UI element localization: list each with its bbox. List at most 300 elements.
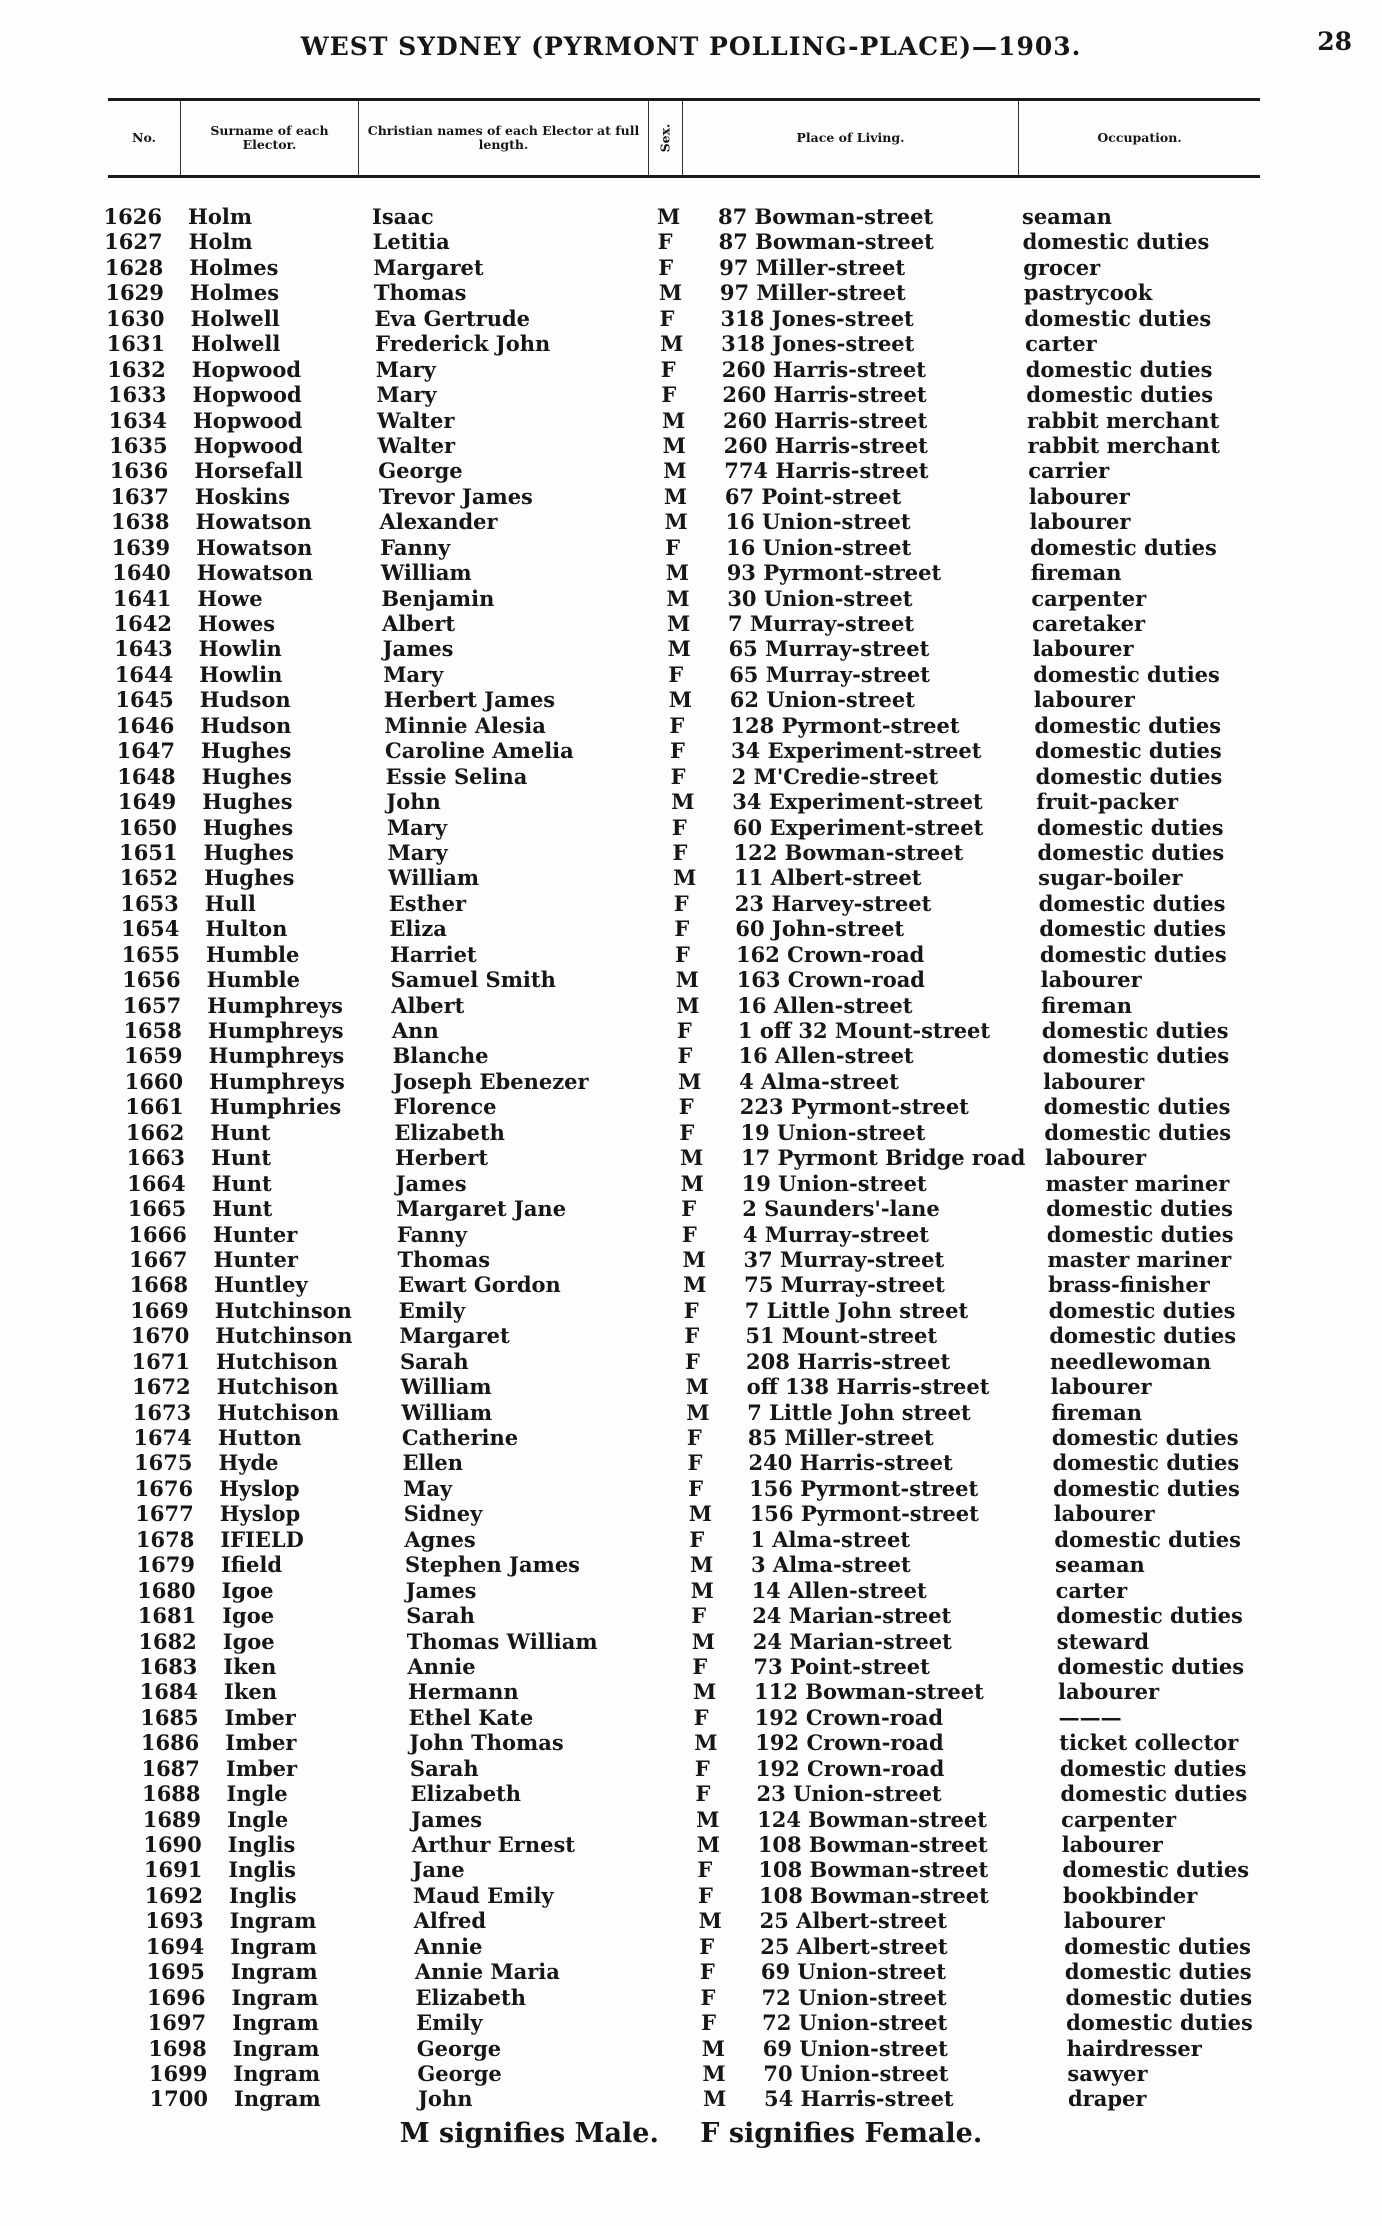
elector-christian-names: Blanche: [392, 1043, 489, 1069]
elector-sex: F: [695, 1781, 711, 1807]
elector-place-of-living: 260 Harris-street: [723, 432, 928, 458]
elector-christian-names: Emily: [416, 2010, 483, 2036]
elector-sex: F: [670, 763, 686, 789]
elector-number: 1694: [145, 1933, 205, 1959]
elector-number: 1687: [141, 1755, 200, 1781]
elector-number: 1666: [128, 1221, 187, 1247]
elector-sex: F: [658, 254, 674, 280]
elector-christian-names: Caroline Amelia: [385, 738, 574, 764]
elector-sex: F: [701, 2010, 717, 2036]
elector-sex: M: [682, 1246, 706, 1272]
elector-number: 1678: [135, 1526, 195, 1552]
elector-number: 1660: [124, 1068, 184, 1094]
elector-occupation: seaman: [1054, 1552, 1145, 1578]
elector-number: 1664: [127, 1170, 186, 1196]
elector-occupation: domestic duties: [1022, 229, 1210, 255]
table-row: [0, 1705, 1382, 1730]
elector-occupation: rabbit merchant: [1026, 407, 1220, 433]
elector-surname: Howatson: [195, 509, 312, 535]
elector-christian-names: Ann: [391, 1018, 439, 1043]
table-row: [0, 433, 1382, 458]
elector-christian-names: John: [386, 789, 441, 815]
elector-christian-names: George: [417, 2060, 502, 2086]
elector-christian-names: Fanny: [380, 534, 451, 560]
elector-place-of-living: 25 Albert-street: [759, 1908, 947, 1934]
elector-christian-names: Isaac: [372, 204, 434, 229]
elector-christian-names: Elizabeth: [410, 1781, 522, 1807]
elector-sex: F: [677, 1043, 693, 1069]
elector-christian-names: Maud Emily: [413, 1882, 554, 1908]
elector-occupation: sawyer: [1067, 2060, 1148, 2086]
elector-sex: M: [691, 1628, 716, 1654]
elector-number: 1699: [148, 2060, 208, 2086]
elector-number: 1680: [137, 1577, 196, 1603]
elector-number: 1637: [110, 483, 169, 509]
table-row: [0, 1730, 1382, 1755]
elector-number: 1667: [129, 1246, 188, 1272]
elector-place-of-living: 124 Bowman-street: [757, 1806, 987, 1832]
elector-place-of-living: 122 Bowman-street: [733, 839, 964, 865]
elector-surname: Holm: [188, 204, 253, 229]
table-row: [0, 1501, 1382, 1526]
elector-surname: Ifield: [220, 1552, 283, 1578]
elector-occupation: pastrycook: [1023, 280, 1153, 306]
table-row: [0, 1807, 1382, 1832]
elector-place-of-living: 17 Pyrmont Bridge road: [741, 1145, 1026, 1171]
elector-occupation: domestic duties: [1048, 1297, 1236, 1323]
table-row: [0, 408, 1382, 433]
elector-occupation: carter: [1055, 1577, 1128, 1603]
elector-sex: M: [702, 2060, 726, 2086]
elector-place-of-living: 774 Harris-street: [724, 458, 929, 484]
elector-number: 1679: [136, 1552, 195, 1578]
footer-legend: [0, 2118, 1382, 2149]
elector-number: 1673: [132, 1399, 192, 1425]
column-header: [108, 98, 1260, 178]
male-note: M signifies Male.: [399, 2118, 659, 2149]
elector-number: 1631: [106, 331, 166, 357]
elector-sex: F: [692, 1653, 708, 1679]
elector-occupation: hairdresser: [1066, 2035, 1202, 2061]
elector-surname: Hunt: [211, 1145, 272, 1171]
elector-surname: Horsefall: [194, 458, 303, 484]
elector-occupation: master mariner: [1047, 1246, 1232, 1272]
table-row: [0, 1552, 1382, 1577]
table-row: [0, 2086, 1382, 2111]
elector-occupation: sugar-boiler: [1038, 865, 1183, 891]
col-surname-header: Surname of each Elector.: [181, 101, 359, 175]
elector-sex: M: [664, 509, 688, 535]
elector-surname: Humphreys: [207, 992, 343, 1018]
elector-sex: M: [696, 1806, 720, 1832]
table-row: [0, 967, 1382, 992]
elector-christian-names: Mary: [376, 382, 437, 408]
elector-place-of-living: 4 Alma-street: [739, 1068, 899, 1094]
elector-sex: M: [666, 611, 691, 636]
elector-place-of-living: 162 Crown-road: [736, 941, 925, 967]
elector-christian-names: Walter: [376, 407, 455, 433]
elector-sex: M: [675, 967, 699, 993]
elector-occupation: domestic duties: [1025, 356, 1213, 382]
elector-surname: Hunt: [210, 1119, 271, 1145]
elector-sex: M: [676, 992, 700, 1018]
elector-sex: F: [688, 1475, 703, 1501]
elector-place-of-living: 163 Crown-road: [736, 967, 925, 993]
elector-christian-names: Harriet: [390, 941, 477, 967]
table-row: [0, 1323, 1382, 1348]
elector-sex: F: [694, 1755, 710, 1781]
elector-sex: M: [661, 407, 686, 433]
elector-christian-names: Herbert James: [383, 687, 556, 713]
elector-place-of-living: 7 Little John street: [744, 1297, 969, 1323]
elector-surname: Holm: [188, 229, 253, 255]
table-row: [0, 560, 1382, 585]
elector-number: 1665: [127, 1196, 187, 1222]
table-row: [0, 1145, 1382, 1170]
elector-number: 1647: [116, 738, 176, 764]
elector-surname: Hughes: [202, 814, 294, 840]
elector-number: 1651: [119, 839, 178, 865]
elector-christian-names: Margaret: [373, 254, 484, 280]
elector-sex: F: [681, 1196, 697, 1222]
table-row: [0, 1578, 1382, 1603]
elector-place-of-living: 69 Union-street: [760, 1959, 946, 1985]
table-row: [0, 1781, 1382, 1806]
elector-sex: M: [693, 1679, 717, 1705]
table-row: [0, 1476, 1382, 1501]
elector-christian-names: Annie Maria: [414, 1959, 560, 1985]
elector-surname: Howatson: [196, 560, 314, 586]
table-row: [0, 204, 1382, 229]
elector-number: 1700: [149, 2086, 208, 2112]
elector-christian-names: James: [395, 1170, 467, 1196]
elector-place-of-living: 16 Allen-street: [737, 992, 913, 1018]
elector-number: 1697: [147, 2010, 207, 2036]
table-row: [0, 1654, 1382, 1679]
elector-place-of-living: 30 Union-street: [727, 585, 913, 611]
elector-place-of-living: 4 Murray-street: [742, 1221, 929, 1247]
elector-occupation: labourer: [1053, 1501, 1155, 1527]
elector-occupation: labourer: [1029, 509, 1131, 535]
elector-number: 1640: [112, 560, 171, 586]
table-row: [0, 1985, 1382, 2010]
elector-occupation: ticket collector: [1059, 1730, 1239, 1756]
table-row: [0, 1756, 1382, 1781]
table-row: [0, 1857, 1382, 1882]
table-row: [0, 764, 1382, 789]
elector-place-of-living: 223 Pyrmont-street: [739, 1094, 969, 1120]
col-christian-header: Christian names of each Elector at full length.: [359, 101, 649, 175]
elector-place-of-living: 65 Murray-street: [729, 661, 930, 687]
elector-surname: Igoe: [222, 1603, 275, 1629]
elector-surname: Ingram: [232, 2035, 320, 2061]
elector-number: 1656: [122, 967, 181, 993]
elector-surname: Igoe: [222, 1628, 275, 1654]
elector-occupation: domestic duties: [1035, 738, 1222, 764]
elector-occupation: carpenter: [1061, 1806, 1177, 1832]
table-row: [0, 357, 1382, 382]
elector-christian-names: Mary: [387, 839, 448, 865]
elector-sex: F: [687, 1450, 703, 1476]
elector-occupation: domestic duties: [1054, 1526, 1241, 1552]
col-no-header: No.: [108, 101, 181, 175]
elector-occupation: fireman: [1030, 560, 1122, 586]
elector-occupation: draper: [1068, 2086, 1147, 2112]
elector-christian-names: Walter: [377, 432, 456, 458]
elector-christian-names: Margaret Jane: [396, 1196, 567, 1222]
table-row: [0, 382, 1382, 407]
elector-occupation: domestic duties: [1038, 890, 1226, 916]
elector-number: 1682: [138, 1628, 197, 1654]
elector-christian-names: Thomas William: [406, 1628, 598, 1654]
elector-number: 1674: [133, 1425, 192, 1450]
elector-number: 1630: [106, 305, 165, 331]
elector-surname: Hughes: [204, 865, 295, 891]
table-row: [0, 331, 1382, 356]
table-row: [0, 713, 1382, 738]
elector-place-of-living: 7 Murray-street: [727, 611, 915, 636]
elector-occupation: domestic duties: [1036, 814, 1224, 840]
elector-sex: F: [686, 1425, 702, 1450]
elector-christian-names: Albert: [391, 992, 465, 1018]
elector-occupation: domestic duties: [1046, 1221, 1234, 1247]
elector-number: 1644: [114, 661, 174, 687]
elector-surname: Hudson: [200, 712, 292, 738]
elector-christian-names: Ethel Kate: [408, 1704, 534, 1730]
elector-occupation: domestic duties: [1034, 712, 1222, 738]
elector-number: 1659: [124, 1043, 183, 1069]
elector-occupation: brass-finisher: [1048, 1272, 1210, 1298]
elector-number: 1646: [115, 712, 175, 738]
elector-number: 1629: [105, 280, 164, 306]
table-row: [0, 993, 1382, 1018]
elector-number: 1683: [138, 1653, 198, 1679]
elector-sex: F: [659, 305, 675, 331]
elector-sex: M: [658, 280, 683, 306]
elector-surname: Howlin: [198, 636, 282, 662]
elector-number: 1638: [111, 509, 170, 535]
elector-place-of-living: 16 Allen-street: [738, 1043, 914, 1069]
table-row: [0, 1018, 1382, 1043]
elector-christian-names: Thomas: [397, 1246, 491, 1272]
elector-place-of-living: 75 Murray-street: [744, 1272, 945, 1298]
elector-occupation: labourer: [1061, 1832, 1163, 1857]
table-row: [0, 815, 1382, 840]
elector-sex: F: [668, 661, 684, 687]
elector-christian-names: William: [401, 1399, 493, 1425]
elector-place-of-living: 60 John-street: [735, 916, 905, 942]
elector-surname: Humble: [206, 967, 300, 993]
elector-sex: M: [686, 1399, 710, 1425]
table-row: [0, 280, 1382, 305]
elector-surname: Hunt: [212, 1196, 273, 1222]
table-row: [0, 1120, 1382, 1145]
elector-surname: Ingram: [229, 1908, 317, 1934]
elector-christian-names: Minnie Alesia: [384, 712, 546, 738]
elector-occupation: labourer: [1032, 636, 1134, 662]
elector-christian-names: Elizabeth: [415, 1984, 527, 2010]
elector-surname: Holmes: [189, 280, 280, 306]
table-row: [0, 1222, 1382, 1247]
elector-occupation: domestic duties: [1039, 916, 1227, 942]
elector-occupation: domestic duties: [1035, 763, 1223, 789]
elector-surname: Humphreys: [207, 1018, 344, 1043]
elector-number: 1632: [107, 356, 166, 382]
elector-surname: Ingram: [234, 2086, 321, 2112]
table-row: [0, 586, 1382, 611]
elector-occupation: master mariner: [1045, 1170, 1230, 1196]
elector-christian-names: May: [403, 1475, 453, 1501]
elector-place-of-living: 192 Crown-road: [755, 1730, 944, 1756]
elector-number: 1662: [125, 1119, 185, 1145]
elector-surname: Howatson: [196, 534, 313, 560]
elector-surname: Howes: [197, 611, 276, 636]
elector-surname: Hutton: [217, 1425, 302, 1450]
table-row: [0, 789, 1382, 814]
elector-sex: M: [701, 2035, 725, 2061]
elector-place-of-living: 65 Murray-street: [728, 636, 930, 662]
elector-sex: M: [666, 585, 690, 611]
table-row: [0, 1272, 1382, 1297]
elector-surname: Hughes: [201, 763, 292, 789]
elector-occupation: fireman: [1041, 992, 1133, 1018]
table-row: [0, 484, 1382, 509]
elector-occupation: carter: [1025, 331, 1097, 357]
elector-surname: Hunter: [212, 1221, 298, 1247]
elector-number: 1670: [130, 1323, 190, 1349]
elector-surname: Ingle: [226, 1781, 288, 1807]
table-row: [0, 1247, 1382, 1272]
elector-place-of-living: 112 Bowman-street: [754, 1679, 984, 1705]
elector-sex: M: [671, 789, 695, 815]
elector-surname: Ingle: [227, 1806, 289, 1832]
elector-number: 1650: [118, 814, 177, 840]
elector-sex: F: [689, 1526, 705, 1552]
elector-place-of-living: 23 Harvey-street: [734, 890, 932, 916]
elector-surname: Ingram: [230, 1933, 317, 1959]
elector-occupation: labourer: [1050, 1374, 1152, 1400]
table-row: [0, 2036, 1382, 2061]
elector-place-of-living: 85 Miller-street: [747, 1425, 934, 1450]
elector-number: 1695: [146, 1959, 205, 1985]
elector-number: 1681: [137, 1603, 197, 1629]
elector-christian-names: Eliza: [389, 916, 447, 942]
elector-place-of-living: 260 Harris-street: [721, 356, 926, 382]
table-row: [0, 1832, 1382, 1857]
elector-number: 1657: [122, 992, 182, 1018]
table-row: [0, 2061, 1382, 2086]
elector-place-of-living: 208 Harris-street: [745, 1348, 951, 1374]
elector-place-of-living: 97 Miller-street: [719, 280, 906, 306]
table-row: [0, 1679, 1382, 1704]
elector-christian-names: Mary: [383, 661, 444, 687]
elector-place-of-living: 72 Union-street: [761, 1984, 947, 2010]
elector-occupation: needlewoman: [1049, 1348, 1212, 1374]
elector-surname: Imber: [225, 1755, 298, 1781]
table-row: [0, 1400, 1382, 1425]
elector-place-of-living: 156 Pyrmont-street: [749, 1501, 979, 1527]
elector-sex: F: [660, 356, 676, 382]
elector-occupation: domestic duties: [1056, 1603, 1243, 1629]
elector-place-of-living: 318 Jones-street: [720, 305, 914, 331]
elector-christian-names: Mary: [386, 814, 448, 840]
elector-place-of-living: 97 Miller-street: [719, 254, 906, 280]
elector-occupation: domestic duties: [1057, 1653, 1245, 1679]
elector-place-of-living: 108 Bowman-street: [759, 1882, 989, 1908]
elector-place-of-living: 24 Marian-street: [752, 1628, 952, 1654]
elector-surname: Inglis: [229, 1882, 297, 1908]
table-row: [0, 1934, 1382, 1959]
elector-place-of-living: 87 Bowman-street: [718, 229, 934, 255]
elector-place-of-living: 67 Point-street: [724, 483, 902, 509]
elector-place-of-living: 72 Union-street: [762, 2010, 948, 2036]
elector-occupation: bookbinder: [1063, 1882, 1198, 1908]
elector-christian-names: George: [378, 458, 463, 484]
elector-place-of-living: 70 Union-street: [763, 2060, 949, 2086]
elector-christian-names: James: [405, 1577, 477, 1603]
elector-christian-names: Sarah: [406, 1603, 475, 1629]
elector-christian-names: William: [380, 560, 472, 586]
table-row: [0, 229, 1382, 254]
elector-occupation: domestic duties: [1066, 2010, 1253, 2036]
elector-number: 1663: [126, 1145, 185, 1171]
elector-sex: M: [657, 204, 681, 229]
elector-occupation: domestic duties: [1026, 382, 1214, 408]
elector-occupation: labourer: [1043, 1068, 1145, 1094]
elector-occupation: domestic duties: [1052, 1450, 1240, 1476]
elector-place-of-living: 128 Pyrmont-street: [730, 712, 960, 738]
col-place-header: Place of Living.: [683, 101, 1019, 175]
elector-number: 1643: [114, 636, 173, 662]
table-row: [0, 1908, 1382, 1933]
elector-place-of-living: 37 Murray-street: [743, 1246, 945, 1272]
elector-christian-names: Eva Gertrude: [374, 305, 531, 331]
elector-occupation: domestic duties: [1051, 1425, 1239, 1450]
elector-surname: Hughes: [202, 789, 293, 815]
table-row: [0, 611, 1382, 636]
elector-surname: Ingram: [231, 1984, 319, 2010]
elector-sex: F: [679, 1119, 695, 1145]
elector-sex: M: [660, 331, 684, 357]
elector-surname: Humphreys: [208, 1043, 345, 1069]
elector-sex: M: [683, 1272, 707, 1298]
table-row: [0, 1069, 1382, 1094]
elector-occupation: domestic duties: [1053, 1475, 1240, 1501]
elector-sex: F: [684, 1348, 700, 1374]
elector-surname: Hutchinson: [215, 1323, 353, 1349]
elector-christian-names: John: [418, 2086, 473, 2112]
elector-sex: F: [698, 1882, 713, 1908]
elector-occupation: labourer: [1033, 687, 1135, 713]
elector-christian-names: James: [411, 1806, 483, 1832]
table-row: [0, 1959, 1382, 1984]
elector-occupation: domestic duties: [1030, 534, 1217, 560]
elector-christian-names: Emily: [398, 1297, 466, 1323]
elector-place-of-living: 7 Little John street: [747, 1399, 971, 1425]
elector-place-of-living: 1 off 32 Mount-street: [737, 1018, 991, 1043]
elector-christian-names: Stephen James: [404, 1552, 581, 1578]
elector-occupation: carrier: [1028, 458, 1110, 484]
elector-surname: Hughes: [203, 839, 294, 865]
table-row: [0, 1883, 1382, 1908]
elector-sex: M: [703, 2086, 727, 2112]
elector-surname: Howe: [197, 585, 263, 611]
elector-number: 1685: [140, 1704, 199, 1730]
table-row: [0, 942, 1382, 967]
elector-occupation: caretaker: [1031, 611, 1146, 636]
elector-surname: Hyslop: [219, 1475, 300, 1501]
elector-sex: M: [665, 560, 689, 586]
